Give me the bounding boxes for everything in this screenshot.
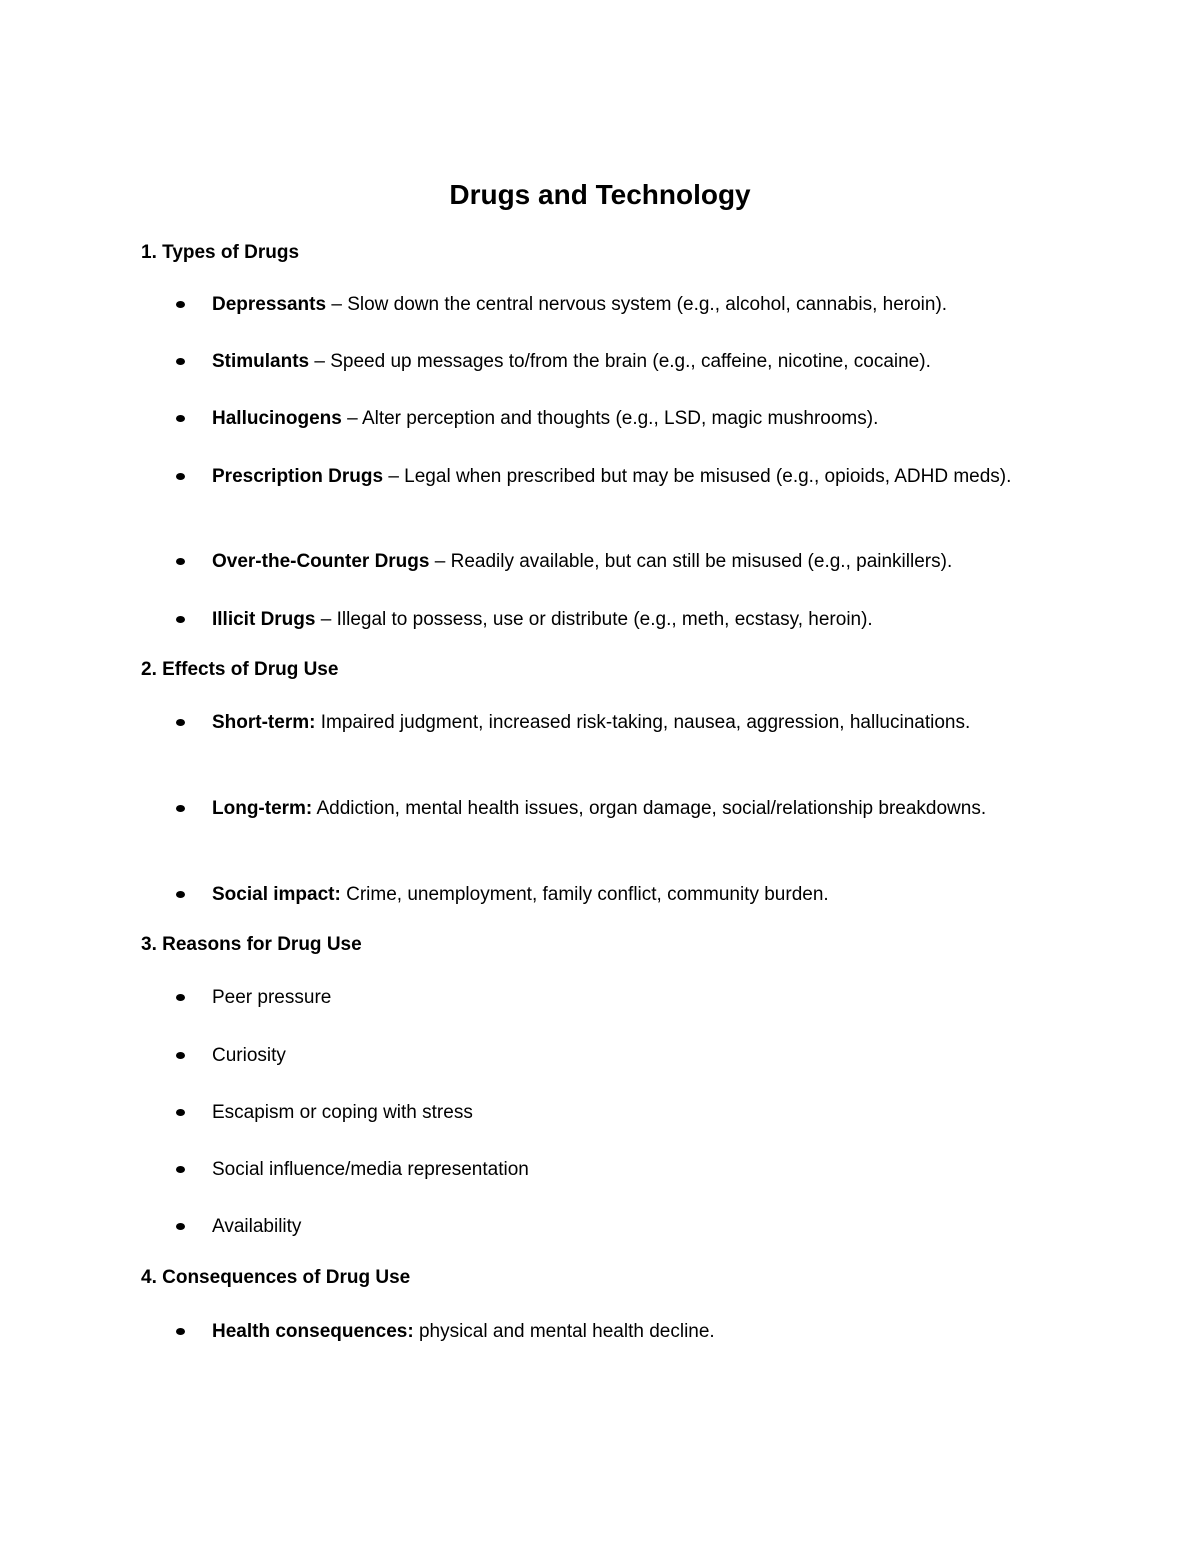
list-item-description: Slow down the central nervous system (e.g., alcohol, cannabis, heroin).: [347, 294, 948, 315]
list-item-term: Long-term:: [212, 798, 313, 819]
bullet-icon: [176, 1166, 185, 1173]
list-item-text: Peer pressure: [212, 987, 332, 1008]
list-item-term: Over-the-Counter Drugs: [212, 551, 430, 572]
bullet-icon: [176, 358, 185, 365]
list-item-description: Impaired judgment, increased risk-taking, nausea, aggression, hallucinations.: [320, 712, 971, 733]
bullet-icon: [176, 473, 185, 480]
list-item-description: Illegal to possess, use or distribute (e.g., meth, ecstasy, heroin).: [336, 609, 873, 630]
list-item-term: Illicit Drugs: [212, 609, 316, 630]
section-heading-reasons: 3. Reasons for Drug Use: [141, 934, 362, 955]
bullet-icon: [176, 301, 185, 308]
bullet-icon: [176, 616, 185, 623]
list-item-term: Short-term:: [212, 712, 316, 733]
list-item-text: Availability: [212, 1216, 302, 1237]
list-item-text: Social influence/media representation: [212, 1159, 529, 1180]
list-item-term: Prescription Drugs: [212, 466, 384, 487]
list-item-description: Legal when prescribed but may be misused (e.g., opioids, ADHD meds).: [404, 466, 1012, 487]
list-item-description: physical and mental health decline.: [418, 1321, 715, 1342]
list-item-text: Escapism or coping with stress: [212, 1102, 473, 1123]
list-item-text: Stimulants – Speed up messages to/from the brain (e.g., caffeine, nicotine, cocaine).: [212, 351, 931, 372]
list-item-description: Alter perception and thoughts (e.g., LSD, magic mushrooms).: [361, 408, 879, 429]
list-item-text: [212, 708, 1072, 737]
list-item-term: Depressants: [212, 294, 327, 315]
list-item-description: Addiction, mental health issues, organ damage, social/relationship breakdowns.: [316, 798, 987, 819]
list-item-text: [212, 880, 1072, 909]
list-item-description: Crime, unemployment, family conflict, community burden.: [346, 884, 829, 905]
bullet-icon: [176, 994, 185, 1001]
bullet-icon: [176, 719, 185, 726]
bullet-icon: [176, 1109, 185, 1116]
list-item-text: Hallucinogens – Alter perception and thoughts (e.g., LSD, magic mushrooms).: [212, 408, 879, 429]
list-item-term: Social impact:: [212, 884, 341, 905]
list-item-description: Readily available, but can still be misused (e.g., painkillers).: [450, 551, 953, 572]
list-item-text: Prescription Drugs – Legal when prescribed but may be misused (e.g., opioids, ADHD meds).: [212, 466, 1012, 487]
list-item-text: Depressants – Slow down the central nervous system (e.g., alcohol, cannabis, heroin).: [212, 294, 948, 315]
list-item-text: [212, 1317, 1072, 1346]
bullet-icon: [176, 1223, 185, 1230]
list-item-text: Illicit Drugs – Illegal to possess, use or distribute (e.g., meth, ecstasy, heroin).: [212, 609, 873, 630]
list-item-term: Stimulants: [212, 351, 310, 372]
bullet-icon: [176, 415, 185, 422]
section-heading-consequences: 4. Consequences of Drug Use: [141, 1267, 411, 1288]
bullet-icon: [176, 558, 185, 565]
bullet-icon: [176, 891, 185, 898]
list-item-term: Health consequences:: [212, 1321, 414, 1342]
document-title: Drugs and Technology: [449, 179, 751, 210]
bullet-icon: [176, 805, 185, 812]
bullet-icon: [176, 1052, 185, 1059]
section-heading-effects: 2. Effects of Drug Use: [141, 659, 339, 680]
list-item-description: Speed up messages to/from the brain (e.g., caffeine, nicotine, cocaine).: [330, 351, 931, 372]
list-item-text: [212, 794, 1072, 823]
list-item-text: Over-the-Counter Drugs – Readily available, but can still be misused (e.g., painkillers).: [212, 551, 953, 572]
section-heading-types: 1. Types of Drugs: [141, 242, 300, 263]
bullet-icon: [176, 1328, 185, 1335]
list-item-term: Hallucinogens: [212, 408, 342, 429]
list-item-text: Curiosity: [212, 1045, 286, 1066]
